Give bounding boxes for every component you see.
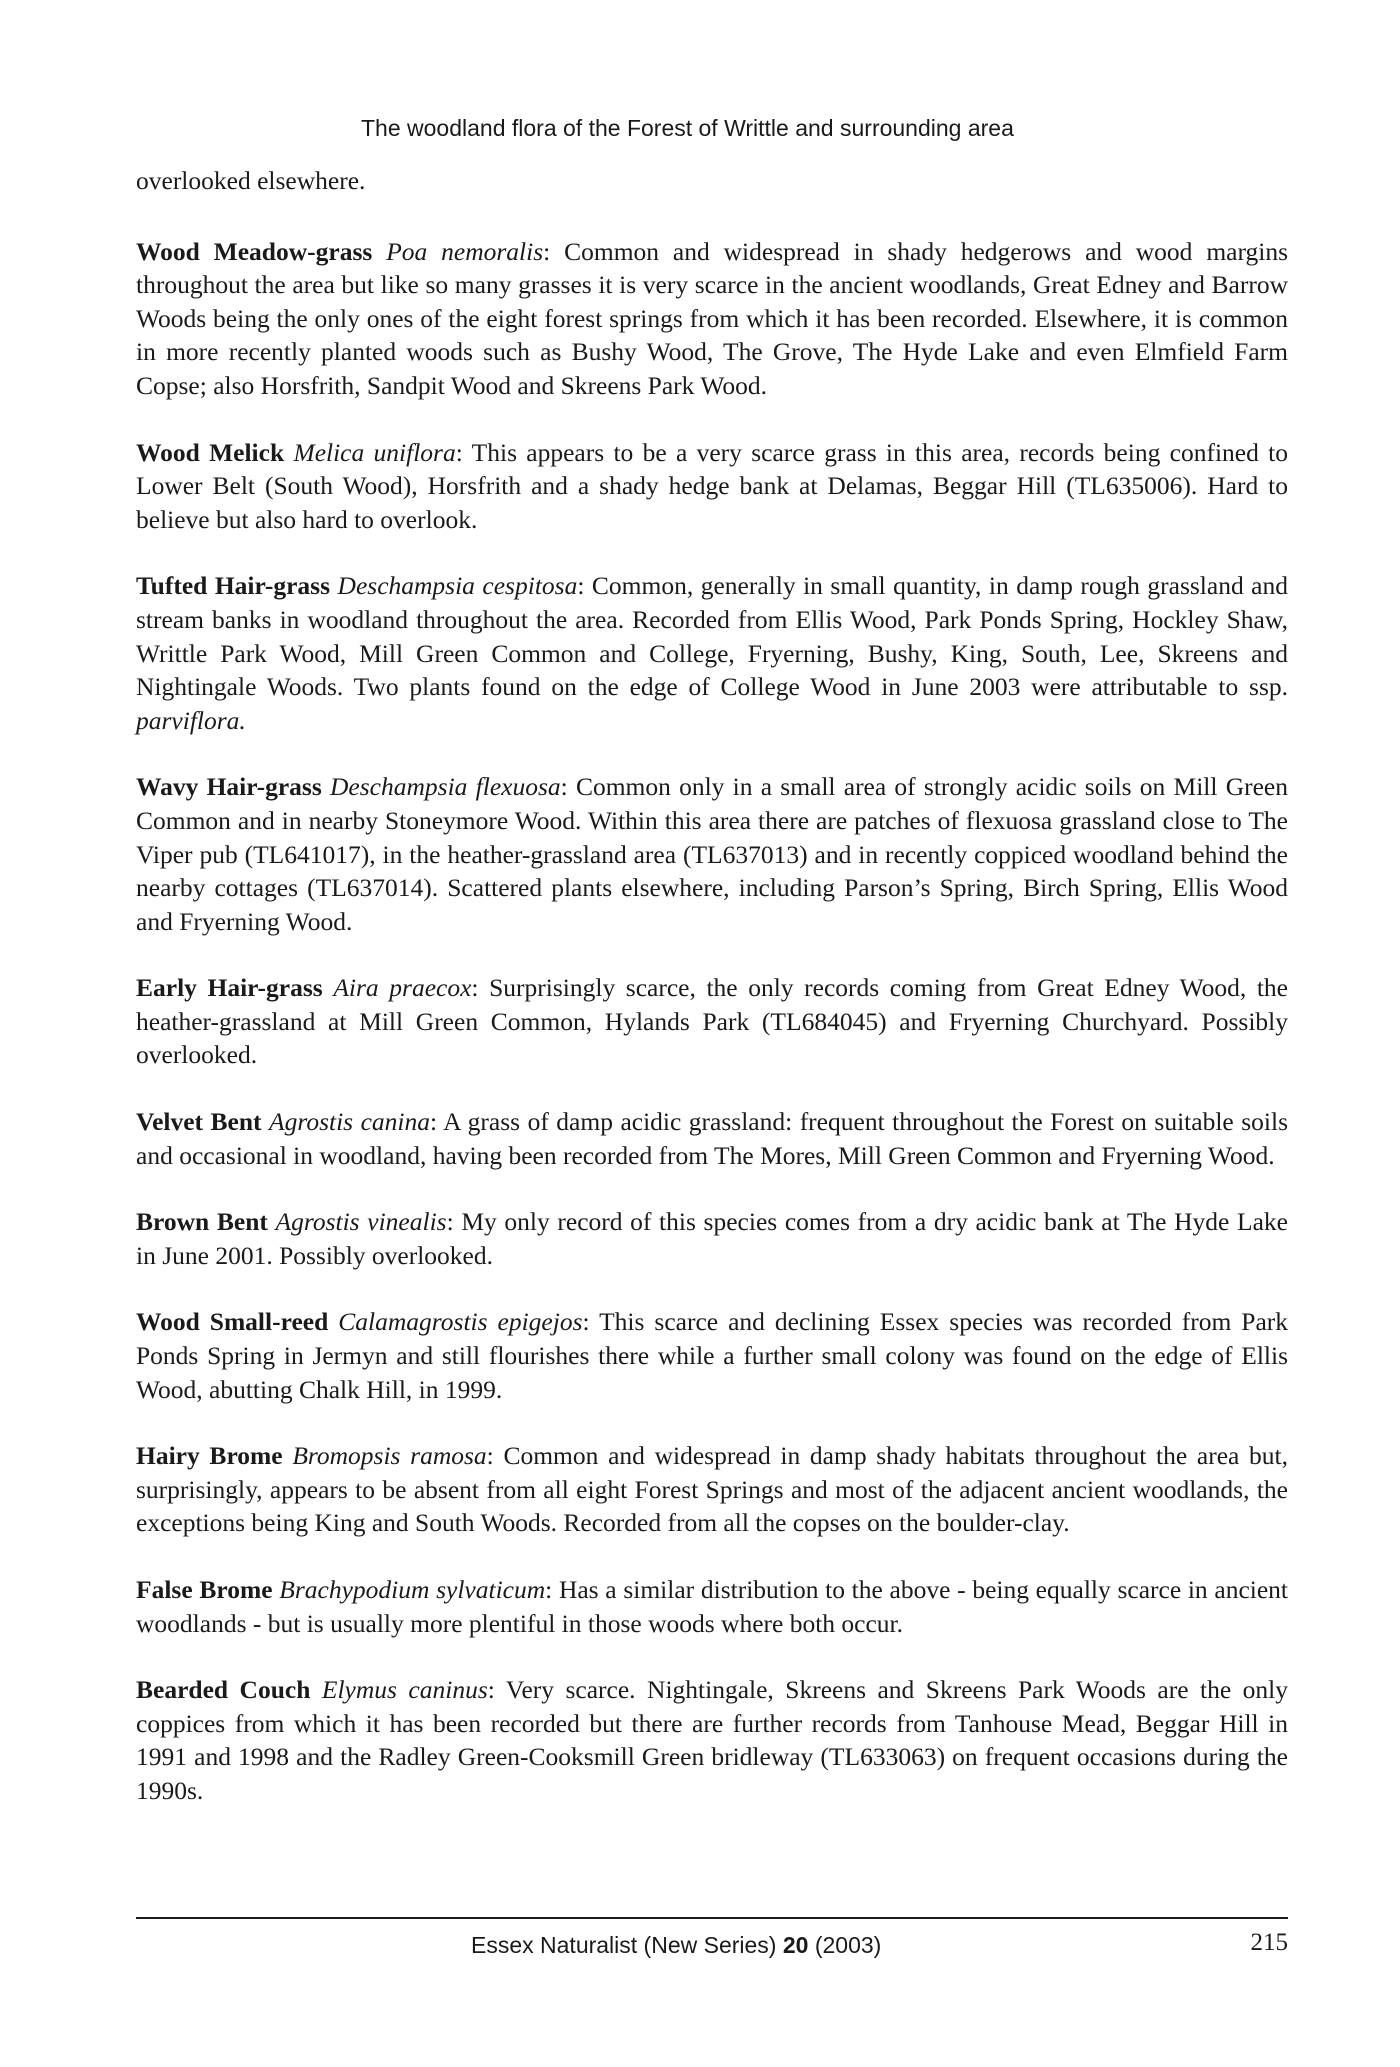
common-name: Brown Bent [136,1207,268,1237]
journal-citation [471,1931,881,1959]
common-name: Wood Small-reed [136,1307,329,1337]
common-name: Bearded Couch [136,1675,311,1705]
species-entry [136,1439,1288,1540]
journal-year: (2003) [808,1932,882,1958]
running-header: The woodland flora of the Forest of Writtle and surrounding area [361,115,1014,141]
common-name: Wood Melick [136,437,285,467]
species-description: : This appears to be a very scarce grass in this area, records being confined to Lower Belt (South Wood), Horsfrith and a shady hedge bank at Delamas, Beggar Hill (TL635006). Hard to believe but also hard to overlook. [136,437,1288,534]
species-entry [136,569,1288,737]
species-entry [136,1205,1288,1272]
species-entry [136,436,1288,537]
latin-name: Aira praecox [333,973,472,1003]
common-name: Early Hair-grass [136,973,323,1003]
species-entry [136,1305,1288,1406]
latin-name: Deschampsia flexuosa [330,772,561,802]
species-entry [136,770,1288,938]
common-name: Wavy Hair-grass [136,772,322,802]
species-description: : My only record of this species comes from a dry acidic bank at The Hyde Lake in June 2001. Possibly overlooked. [136,1207,1288,1270]
latin-name: Deschampsia cespitosa [337,571,578,601]
latin-name: Elymus caninus [321,1675,488,1705]
common-name: Hairy Brome [136,1441,283,1471]
journal-volume: 20 [782,1932,809,1958]
article-body [136,164,1288,1808]
species-description: : Common, generally in small quantity, in damp rough grassland and stream banks in woodland throughout the area. Recorded from Ellis Wood, Park Ponds Spring, Hockley Shaw, Writtle Park Wood, Mill Green Common and College, Fryerning, Bushy, King, South, Lee, Skreens and Nightingale Woods. Two plants found on the edge of College Wood in June 2003 were attributable to ssp. [136,571,1288,702]
species-description: : Common only in a small area of strongly acidic soils on Mill Green Common and in nearby Stoneymore Wood. Within this area there are patches of flexuosa grassland close to The Viper pub (TL641017), in the heather-grassland area (TL637013) and in recently coppiced woodland behind the nearby cottages (TL637014). Scattered plants elsewhere, including Parson’s Spring, Birch Spring, Ellis Wood and Fryerning Wood. [136,772,1288,936]
common-name: Tufted Hair-grass [136,571,331,601]
species-description: : Common and widespread in damp shady habitats throughout the area but, surprisingly, appears to be absent from all eight Forest Springs and most of the adjacent ancient woodlands, the exceptions being King and South Woods. Recorded from all the copses on the boulder-clay. [136,1441,1288,1538]
species-description: : Very scarce. Nightingale, Skreens and Skreens Park Woods are the only coppices from which it has been recorded but there are further records from Tanhouse Mead, Beggar Hill in 1991 and 1998 and the Radley Green-Cooksmill Green bridleway (TL633063) on frequent occasions during the 1990s. [136,1675,1288,1805]
common-name: Wood Meadow-grass [136,236,373,266]
latin-name: Melica uniflora [293,437,456,467]
common-name: False Brome [136,1575,273,1604]
common-name: Velvet Bent [136,1107,262,1137]
species-description: : Common and widespread in shady hedgerows and wood margins throughout the area but like so many grasses it is very scarce in the ancient woodlands, Great Edney and Barrow Woods being the only ones of the eight forest springs from which it has been recorded. Elsewhere, it is common in more recently planted woods such as Bushy Wood, The Grove, The Hyde Lake and even Elmfield Farm Copse; also Horsfrith, Sandpit Wood and Skreens Park Wood. [136,236,1289,400]
latin-name: Brachypodium sylvaticum [279,1575,546,1604]
species-description: : Has a similar distribution to the above - being equally scarce in ancient woodlands - but is usually more plentiful in those woods where both occur. [136,1575,1289,1638]
journal-title: Essex Naturalist (New Series) [471,1932,783,1958]
page-number: 215 [1250,1929,1288,1956]
species-description: : Surprisingly scarce, the only records coming from Great Edney Wood, the heather-grassland at Mill Green Common, Hylands Park (TL684045) and Fryerning Churchyard. Possibly overlooked. [136,973,1289,1070]
species-description: : This scarce and declining Essex species was recorded from Park Ponds Spring in Jermyn and still flourishes there while a further small colony was found on the edge of Ellis Wood, abutting Chalk Hill, in 1999. [136,1307,1289,1404]
latin-name: Agrostis vinealis [275,1207,447,1237]
species-entry [136,1573,1288,1640]
species-entry [136,1105,1288,1172]
subspecies-name: parviflora. [136,705,246,735]
species-entry [136,971,1288,1072]
species-entry [136,1673,1288,1807]
latin-name: Calamagrostis epigejos [338,1307,583,1337]
latin-name: Poa nemoralis [386,236,544,266]
latin-name: Bromopsis ramosa [292,1441,487,1471]
species-entry [136,235,1288,403]
continued-text: overlooked elsewhere. [136,166,366,195]
latin-name: Agrostis canina [269,1107,430,1137]
species-description: : A grass of damp acidic grassland: frequent throughout the Forest on suitable soils and occasional in woodland, having been recorded from The Mores, Mill Green Common and Fryerning Wood. [136,1107,1288,1170]
footer-divider [136,1917,1288,1919]
